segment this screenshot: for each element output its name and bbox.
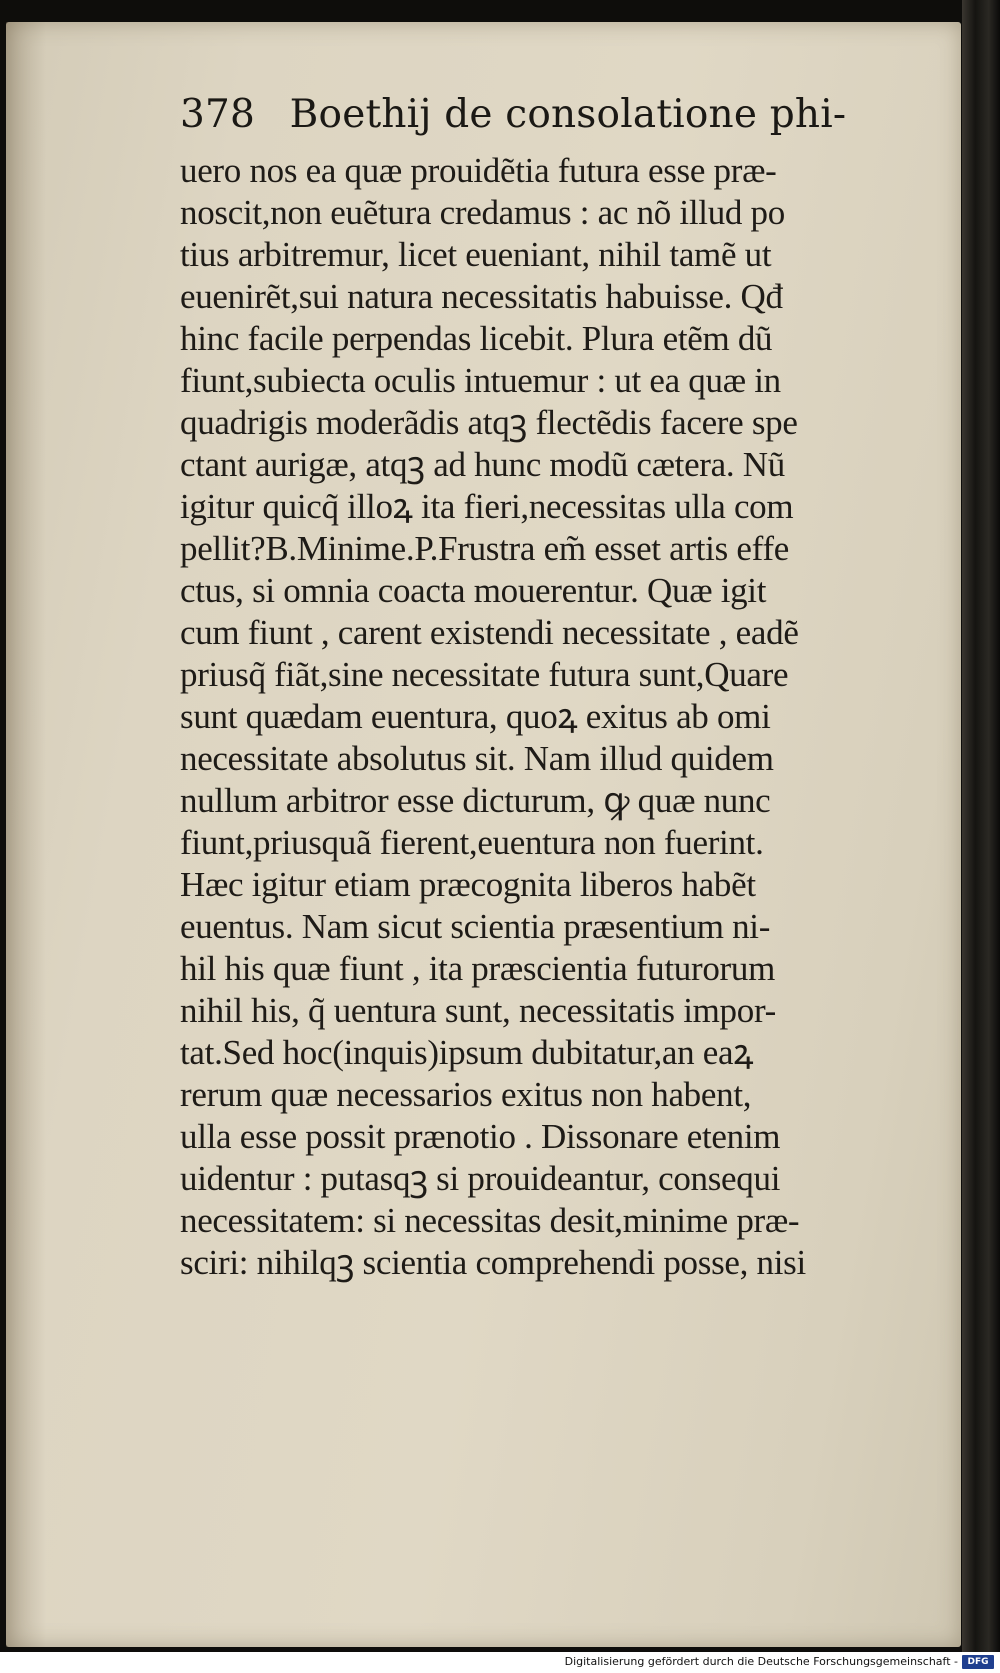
text-line-19: euentus. Nam sicut scientia præsentium ni- — [180, 907, 771, 946]
text-line-25: uidentur : putasqꝫ si prouideantur, consequi — [180, 1159, 781, 1198]
page-header — [180, 92, 847, 144]
text-line-1: uero nos ea quæ prouidẽtia futura esse præ- — [180, 151, 777, 190]
text-line-5: hinc facile perpendas licebit. Plura etẽm dũ — [180, 319, 773, 358]
book-edge-strip — [962, 0, 1000, 1652]
text-line-8: ctant aurigæ, atqꝫ ad hunc modũ cætera. Nũ — [180, 445, 785, 484]
text-line-11: ctus, si omnia coacta mouerentur. Quæ igit — [180, 571, 767, 610]
body-text — [180, 150, 860, 1284]
text-line-17: fiunt,priusquã fierent,euentura non fuerint. — [180, 823, 764, 862]
text-line-21: nihil his, q̃ uentura sunt, necessitatis impor- — [180, 991, 776, 1030]
funding-credit: Digitalisierung gefördert durch die Deutsche Forschungsgemeinschaft - — [564, 1655, 958, 1668]
page-number: 378 — [180, 92, 256, 137]
digitization-footer — [0, 1652, 1000, 1673]
text-line-23: rerum quæ necessarios exitus non habent, — [180, 1075, 752, 1114]
text-line-15: necessitate absolutus sit. Nam illud quidem — [180, 739, 774, 778]
text-line-10: pellit?B.Minime.P.Frustra em̃ esset artis effe — [180, 529, 789, 568]
text-line-16: nullum arbitror esse dicturum, ꝙ quæ nunc — [180, 781, 771, 820]
text-line-24: ulla esse possit prænotio . Dissonare etenim — [180, 1117, 781, 1156]
gutter-shadow — [6, 22, 46, 1647]
text-line-4: euenirẽt,sui natura necessitatis habuisse. Qđ — [180, 277, 783, 316]
text-line-3: tius arbitremur, licet eueniant, nihil tamẽ ut — [180, 235, 772, 274]
text-line-12: cum fiunt , carent existendi necessitate , eadẽ — [180, 613, 799, 652]
text-line-27: sciri: nihilqꝫ scientia comprehendi posse, nisi — [180, 1243, 806, 1282]
dfg-logo: DFG — [962, 1655, 994, 1669]
running-title: Boethij de consolatione phi- — [289, 92, 847, 137]
text-line-2: noscit,non euẽtura credamus : ac nõ illud po — [180, 193, 785, 232]
text-line-18: Hæc igitur etiam præcognita liberos habẽt — [180, 865, 756, 904]
text-line-7: quadrigis moderãdis atqꝫ flectẽdis facere spe — [180, 403, 798, 442]
text-line-14: sunt quædam euentura, quoꝝ exitus ab omi — [180, 697, 771, 736]
text-line-6: fiunt,subiecta oculis intuemur : ut ea quæ in — [180, 361, 781, 400]
text-line-26: necessitatem: si necessitas desit,minime præ- — [180, 1201, 800, 1240]
text-line-9: igitur quicq̃ illoꝝ ita fieri,necessitas ulla com — [180, 487, 794, 526]
text-line-22: tat.Sed hoc(inquis)ipsum dubitatur,an eaꝝ — [180, 1033, 754, 1072]
text-line-13: priusq̃ fiãt,sine necessitate futura sunt,Quare — [180, 655, 789, 694]
text-line-20: hil his quæ fiunt , ita præscientia futurorum — [180, 949, 776, 988]
